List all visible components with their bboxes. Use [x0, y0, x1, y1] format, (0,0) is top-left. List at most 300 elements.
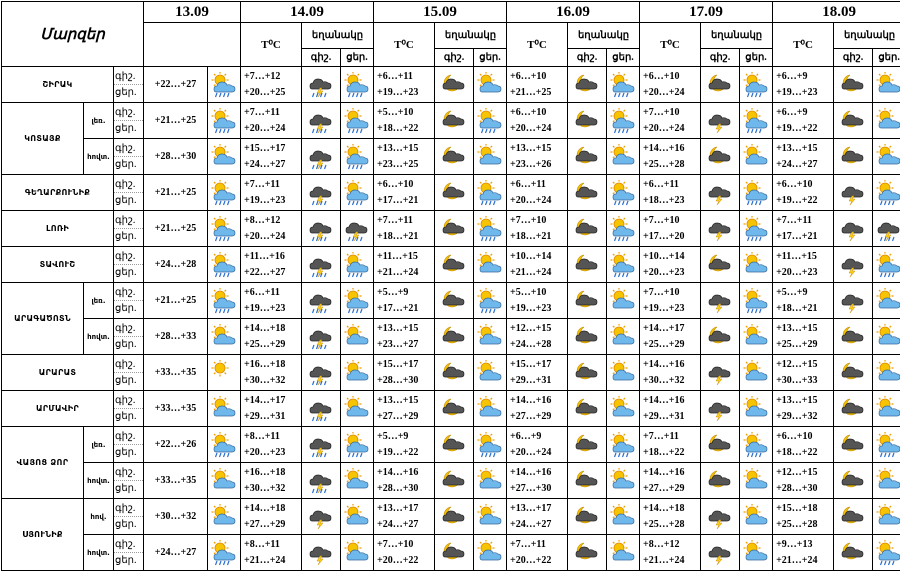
region-name: ԱՐԱԳԱԾՈՏՆ: [2, 283, 84, 355]
weather-icon-cell: [607, 319, 640, 355]
night-temp: +14…+16: [377, 465, 434, 481]
temp-cell: [374, 67, 435, 103]
date-header: 16.09: [507, 2, 640, 23]
weather-icon-cell: [701, 103, 740, 139]
weather-icon-cell: [568, 427, 607, 463]
storm-cloud-icon: [707, 540, 733, 566]
night-temp: +12…+15: [776, 465, 833, 481]
sun-cloud-icon: [876, 324, 900, 350]
weather-icon-cell: [607, 211, 640, 247]
sun-cloud-rain-icon: [610, 216, 636, 242]
night-temp: +15…+18: [776, 501, 833, 517]
sun-cloud-rain-icon: [477, 180, 503, 206]
storm-cloud-rain-icon: [308, 324, 334, 350]
night-label: գիշ.: [114, 537, 143, 553]
sun-cloud-icon: [610, 540, 636, 566]
weather-icon-cell: [474, 283, 507, 319]
day-temp: +29…+32: [776, 409, 833, 425]
day-temp: +20…+22: [377, 553, 434, 569]
weather-icon-cell: [474, 463, 507, 499]
moon-cloud-icon: [441, 108, 467, 134]
weather-icon-cell: [607, 247, 640, 283]
storm-cloud-icon: [707, 288, 733, 314]
sun-cloud-icon: [876, 108, 900, 134]
weather-icon-cell: [341, 427, 374, 463]
storm-cloud-icon: [840, 288, 866, 314]
sun-cloud-icon: [743, 360, 769, 386]
day-temp: +20…+22: [510, 553, 567, 569]
temp-cell: [507, 535, 568, 571]
weather-icon-cell: [568, 175, 607, 211]
moon-cloud-icon: [441, 324, 467, 350]
table-row: [2, 355, 900, 391]
day-temp: +21…+24: [244, 553, 301, 569]
sun-cloud-icon: [477, 324, 503, 350]
weather-icon-cell: [474, 175, 507, 211]
sun-cloud-icon: [344, 396, 370, 422]
weather-icon-cell: [740, 427, 773, 463]
table-row: [2, 211, 900, 247]
night-label: գիշ.: [114, 105, 143, 121]
weather-icon-cell: [834, 391, 873, 427]
weather-icon-cell: [208, 463, 241, 499]
weather-icon-cell: [834, 139, 873, 175]
weather-icon-cell: [834, 103, 873, 139]
night-temp: +11…+15: [377, 249, 434, 265]
weather-icon-cell: [474, 355, 507, 391]
temp-cell: [507, 283, 568, 319]
temp-range: +24…+28: [144, 247, 208, 283]
weather-icon-cell: [435, 139, 474, 175]
night-temp: +14…+17: [244, 393, 301, 409]
night-temp: +5…+9: [377, 429, 434, 445]
night-temp: +15…+17: [377, 357, 434, 373]
night-temp: +12…+15: [510, 321, 567, 337]
sun-cloud-rain-icon: [876, 180, 900, 206]
subregion-label: հովտ.: [84, 319, 114, 355]
temp-range: +21…+25: [144, 283, 208, 319]
night-temp: +13…+15: [510, 141, 567, 157]
moon-cloud-icon: [441, 216, 467, 242]
day-label: ցեր.: [114, 301, 143, 316]
weather-icon-cell: [568, 139, 607, 175]
night-temp: +7…+10: [643, 285, 700, 301]
date-header: 18.09: [773, 2, 900, 23]
day-temp: +25…+28: [776, 517, 833, 533]
night-temp: +13…+15: [377, 393, 434, 409]
subregion-label: հովտ.: [84, 139, 114, 175]
sun-cloud-rain-icon: [344, 144, 370, 170]
weather-icon-cell: [701, 499, 740, 535]
weather-icon-cell: [208, 103, 241, 139]
time-labels: [114, 67, 144, 103]
weather-icon-cell: [435, 319, 474, 355]
moon-cloud-icon: [574, 432, 600, 458]
day-temp: +24…+27: [244, 157, 301, 173]
sun-icon: [211, 360, 237, 386]
temp-cell: [773, 355, 834, 391]
temp-cell: [374, 103, 435, 139]
sun-cloud-icon: [211, 504, 237, 530]
day-temp: +19…+22: [776, 193, 833, 209]
night-temp: +7…+11: [377, 213, 434, 229]
sun-cloud-icon: [743, 540, 769, 566]
day-temp: +20…+25: [244, 85, 301, 101]
storm-cloud-rain-icon: [308, 108, 334, 134]
night-temp: +10…+14: [510, 249, 567, 265]
temp-cell: [241, 355, 302, 391]
moon-cloud-icon: [441, 396, 467, 422]
night-temp: +6…+10: [776, 429, 833, 445]
weather-icon-cell: [474, 427, 507, 463]
temp-cell: [241, 283, 302, 319]
day-temp: +21…+24: [377, 265, 434, 281]
temp-range: +21…+25: [144, 103, 208, 139]
weather-icon-cell: [208, 211, 241, 247]
weather-icon-cell: [873, 427, 900, 463]
sun-cloud-icon: [610, 288, 636, 314]
time-labels: [114, 175, 144, 211]
weather-icon-cell: [740, 175, 773, 211]
weather-icon-cell: [873, 175, 900, 211]
region-name: ՍՅՈՒՆԻՔ: [2, 499, 84, 571]
moon-cloud-icon: [840, 324, 866, 350]
table-row: [2, 67, 900, 103]
time-labels: [114, 211, 144, 247]
weather-icon-cell: [873, 319, 900, 355]
sun-cloud-icon: [610, 144, 636, 170]
weather-icon-cell: [607, 175, 640, 211]
weather-header: եղանակը: [834, 23, 900, 49]
moon-cloud-icon: [574, 504, 600, 530]
night-temp: +5…+9: [377, 285, 434, 301]
night-temp: +14…+16: [643, 465, 700, 481]
temp-cell: [374, 391, 435, 427]
weather-icon-cell: [701, 355, 740, 391]
date-header: 15.09: [374, 2, 507, 23]
night-temp: +7…+10: [643, 213, 700, 229]
temp-header: T⁰C: [507, 23, 568, 67]
moon-cloud-icon: [574, 216, 600, 242]
night-temp: +7…+11: [244, 105, 301, 121]
sun-cloud-rain-icon: [211, 432, 237, 458]
storm-cloud-icon: [840, 252, 866, 278]
weather-header: եղանակը: [701, 23, 773, 49]
weather-icon-cell: [474, 319, 507, 355]
weather-icon-cell: [474, 67, 507, 103]
day-temp: +24…+27: [510, 517, 567, 533]
weather-icon-cell: [302, 427, 341, 463]
temp-cell: [374, 355, 435, 391]
weather-icon-cell: [302, 211, 341, 247]
weather-icon-cell: [834, 175, 873, 211]
temp-cell: [241, 175, 302, 211]
time-labels: [114, 499, 144, 535]
weather-icon-cell: [341, 247, 374, 283]
night-temp: +6…+11: [510, 177, 567, 193]
sun-cloud-icon: [344, 324, 370, 350]
moon-cloud-icon: [840, 360, 866, 386]
moon-cloud-icon: [574, 324, 600, 350]
temp-range: +21…+25: [144, 211, 208, 247]
weather-icon-cell: [607, 67, 640, 103]
table-row: [2, 139, 900, 175]
day-temp: +19…+23: [377, 85, 434, 101]
day-temp: +27…+29: [244, 517, 301, 533]
night-temp: +13…+17: [510, 501, 567, 517]
region-name: ԿՈՏԱՅՔ: [2, 103, 84, 175]
storm-cloud-icon: [707, 108, 733, 134]
storm-cloud-icon: [707, 216, 733, 242]
night-temp: +7…+11: [510, 537, 567, 553]
day-temp: +30…+33: [776, 373, 833, 389]
weather-icon-cell: [740, 247, 773, 283]
sun-cloud-rain-icon: [344, 288, 370, 314]
weather-icon-cell: [701, 319, 740, 355]
temp-cell: [773, 247, 834, 283]
weather-icon-cell: [568, 283, 607, 319]
day-temp: +27…+29: [643, 481, 700, 497]
weather-icon-cell: [701, 535, 740, 571]
night-temp: +15…+17: [244, 141, 301, 157]
date-header: 13.09: [144, 2, 241, 23]
night-temp: +7…+10: [510, 213, 567, 229]
table-row: [2, 319, 900, 355]
weather-icon-cell: [701, 139, 740, 175]
sun-cloud-rain-icon: [211, 108, 237, 134]
sun-cloud-icon: [876, 144, 900, 170]
sun-cloud-icon: [211, 396, 237, 422]
weather-icon-cell: [873, 67, 900, 103]
moon-cloud-icon: [574, 540, 600, 566]
night-temp: +10…+14: [643, 249, 700, 265]
temp-cell: [374, 463, 435, 499]
weather-icon-cell: [302, 103, 341, 139]
night-temp: +15…+17: [510, 357, 567, 373]
moon-cloud-icon: [574, 180, 600, 206]
sun-cloud-icon: [610, 468, 636, 494]
day-temp: +24…+28: [510, 337, 567, 353]
day-subheader: ցեր.: [341, 49, 374, 67]
temp-cell: [374, 247, 435, 283]
night-temp: +6…+11: [244, 285, 301, 301]
weather-icon-cell: [607, 355, 640, 391]
night-temp: +6…+9: [776, 105, 833, 121]
weather-icon-cell: [568, 67, 607, 103]
temp-cell: [507, 103, 568, 139]
table-row: [2, 103, 900, 139]
time-labels: [114, 427, 144, 463]
moon-cloud-icon: [441, 288, 467, 314]
weather-icon-cell: [341, 139, 374, 175]
day-temp: +21…+24: [643, 553, 700, 569]
day-temp: +29…+31: [244, 409, 301, 425]
night-temp: +7…+11: [244, 177, 301, 193]
weather-icon-cell: [568, 463, 607, 499]
weather-icon-cell: [607, 103, 640, 139]
night-label: գիշ.: [114, 69, 143, 85]
night-temp: +11…+15: [776, 249, 833, 265]
day-temp: +20…+23: [643, 265, 700, 281]
sun-cloud-rain-icon: [876, 432, 900, 458]
day-temp: +29…+31: [643, 409, 700, 425]
night-temp: +14…+18: [643, 501, 700, 517]
subregion-label: լեռ.: [84, 103, 114, 139]
night-temp: +13…+15: [377, 141, 434, 157]
sun-cloud-rain-icon: [743, 216, 769, 242]
sun-cloud-icon: [743, 324, 769, 350]
weather-icon-cell: [474, 499, 507, 535]
night-temp: +8…+12: [643, 537, 700, 553]
weather-icon-cell: [302, 463, 341, 499]
day-temp: +22…+27: [244, 265, 301, 281]
moon-cloud-icon: [441, 144, 467, 170]
time-labels: [114, 463, 144, 499]
weather-icon-cell: [435, 499, 474, 535]
day-temp: +18…+21: [377, 229, 434, 245]
day-temp: +25…+29: [643, 337, 700, 353]
night-label: գիշ.: [114, 357, 143, 373]
night-temp: +11…+16: [244, 249, 301, 265]
night-subheader: գիշ.: [834, 49, 873, 67]
night-temp: +5…+10: [510, 285, 567, 301]
time-labels: [114, 139, 144, 175]
weather-icon-cell: [435, 427, 474, 463]
weather-icon-cell: [568, 319, 607, 355]
weather-icon-cell: [302, 247, 341, 283]
weather-icon-cell: [607, 499, 640, 535]
subregion-label: լեռ.: [84, 283, 114, 319]
weather-icon-cell: [341, 355, 374, 391]
weather-icon-cell: [302, 175, 341, 211]
storm-cloud-rain-icon: [308, 252, 334, 278]
region-name: ԳԵՂԱՐՔՈՒՆԻՔ: [2, 175, 114, 211]
weather-icon-cell: [341, 211, 374, 247]
moon-cloud-icon: [574, 360, 600, 386]
weather-icon-cell: [834, 427, 873, 463]
weather-icon-cell: [701, 175, 740, 211]
sun-cloud-rain-icon: [477, 432, 503, 458]
temp-cell: [507, 391, 568, 427]
day-label: ցեր.: [114, 157, 143, 172]
weather-icon-cell: [208, 427, 241, 463]
day-temp: +25…+29: [776, 337, 833, 353]
storm-cloud-rain-icon: [308, 180, 334, 206]
night-temp: +6…+10: [510, 69, 567, 85]
sun-cloud-icon: [610, 504, 636, 530]
temp-cell: [773, 103, 834, 139]
weather-icon-cell: [208, 175, 241, 211]
sun-cloud-rain-icon: [743, 432, 769, 458]
weather-icon-cell: [834, 535, 873, 571]
table-row: [2, 463, 900, 499]
weather-icon-cell: [341, 391, 374, 427]
weather-icon-cell: [208, 499, 241, 535]
sun-cloud-icon: [876, 360, 900, 386]
sun-cloud-icon: [743, 144, 769, 170]
weather-icon-cell: [435, 463, 474, 499]
moon-cloud-icon: [441, 468, 467, 494]
sun-cloud-rain-icon: [344, 72, 370, 98]
moon-cloud-icon: [840, 72, 866, 98]
storm-cloud-rain-icon: [308, 396, 334, 422]
day-temp: +20…+24: [510, 121, 567, 137]
weather-icon-cell: [701, 283, 740, 319]
night-temp: +13…+15: [377, 321, 434, 337]
weather-icon-cell: [341, 175, 374, 211]
weather-icon-cell: [568, 535, 607, 571]
weather-icon-cell: [834, 283, 873, 319]
weather-icon-cell: [607, 427, 640, 463]
weather-icon-cell: [740, 535, 773, 571]
weather-icon-cell: [302, 67, 341, 103]
moon-cloud-icon: [574, 72, 600, 98]
day-label: ցեր.: [114, 409, 143, 424]
weather-icon-cell: [568, 355, 607, 391]
weather-icon-cell: [740, 283, 773, 319]
sun-cloud-icon: [477, 504, 503, 530]
temp-cell: [241, 319, 302, 355]
sun-cloud-icon: [344, 360, 370, 386]
temp-cell: [374, 319, 435, 355]
day-temp: +20…+24: [244, 229, 301, 245]
storm-cloud-icon: [840, 180, 866, 206]
weather-icon-cell: [740, 319, 773, 355]
weather-icon-cell: [607, 535, 640, 571]
weather-icon-cell: [341, 535, 374, 571]
sun-cloud-rain-icon: [211, 288, 237, 314]
time-labels: [114, 103, 144, 139]
day-temp: +27…+30: [510, 481, 567, 497]
night-label: գիշ.: [114, 321, 143, 337]
day-temp: +24…+27: [776, 157, 833, 173]
sun-cloud-icon: [211, 324, 237, 350]
weather-icon-cell: [873, 391, 900, 427]
sun-cloud-rain-icon: [610, 252, 636, 278]
day-label: ցեր.: [114, 373, 143, 388]
weather-icon-cell: [208, 355, 241, 391]
sun-cloud-rain-icon: [211, 252, 237, 278]
sun-cloud-icon: [344, 540, 370, 566]
sun-cloud-icon: [477, 360, 503, 386]
sun-cloud-rain-icon: [477, 108, 503, 134]
moon-cloud-icon: [441, 432, 467, 458]
temp-cell: [507, 499, 568, 535]
temp-cell: [773, 67, 834, 103]
moon-cloud-icon: [574, 288, 600, 314]
sun-cloud-rain-icon: [610, 108, 636, 134]
temp-cell: [773, 139, 834, 175]
moon-cloud-icon: [574, 108, 600, 134]
sun-cloud-icon: [743, 252, 769, 278]
temp-cell: [640, 103, 701, 139]
moon-cloud-icon: [441, 360, 467, 386]
night-temp: +7…+11: [643, 429, 700, 445]
day-temp: +17…+21: [377, 193, 434, 209]
sun-cloud-rain-icon: [743, 180, 769, 206]
weather-icon-cell: [701, 427, 740, 463]
region-name: ԱՐԱՐԱՏ: [2, 355, 114, 391]
day-temp: +20…+23: [244, 445, 301, 461]
table-row: [2, 175, 900, 211]
night-temp: +8…+12: [244, 213, 301, 229]
temp-range: +30…+32: [144, 499, 208, 535]
night-subheader: գիշ.: [435, 49, 474, 67]
night-temp: +6…+10: [643, 69, 700, 85]
sun-cloud-icon: [743, 504, 769, 530]
weather-icon-cell: [302, 499, 341, 535]
sun-cloud-rain-icon: [211, 540, 237, 566]
